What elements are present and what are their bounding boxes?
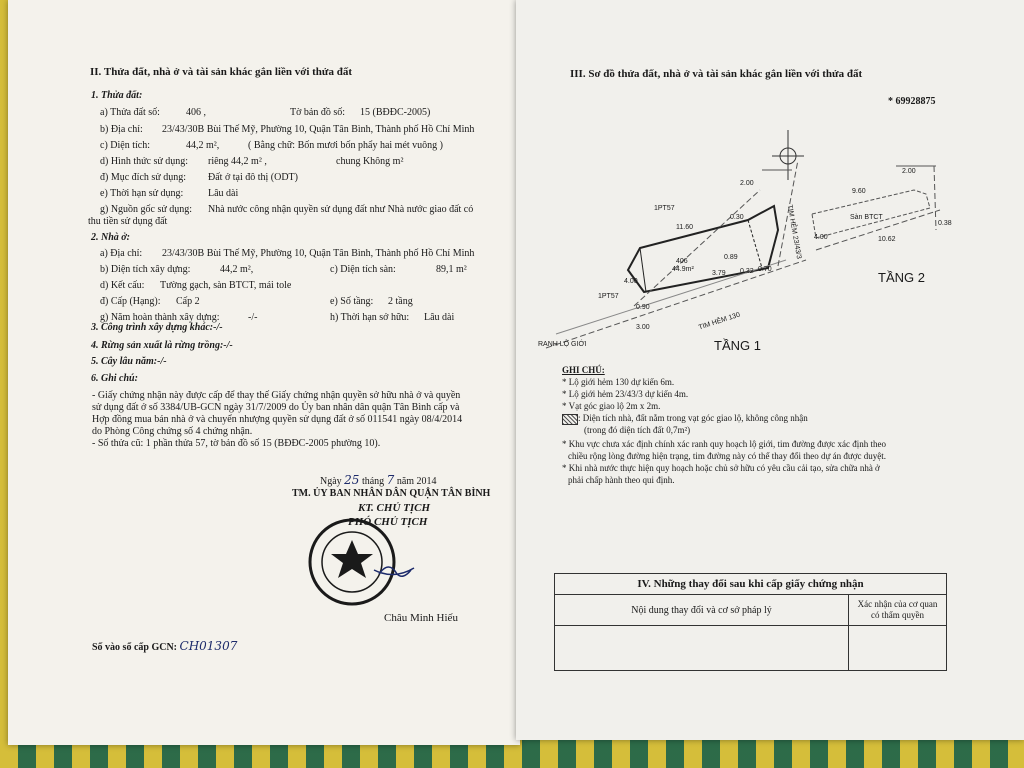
- date-day: 25: [344, 473, 360, 487]
- changes-row-empty-authority: [849, 626, 947, 671]
- land-heading: 1. Thửa đất:: [91, 90, 143, 101]
- land-area-words: ( Bằng chữ: Bốn mươi bốn phẩy hai mét vuông ): [248, 140, 443, 151]
- parcel-floor1: [628, 206, 778, 292]
- usage-term-label: e) Thời hạn sử dụng:: [100, 188, 184, 199]
- map-sheet-value: 15 (BĐĐC-2005): [360, 107, 431, 118]
- land-address-label: b) Địa chỉ:: [100, 124, 143, 135]
- map-sheet-label: Tờ bản đồ số:: [290, 107, 346, 118]
- changes-row-empty-content: [555, 626, 849, 671]
- registration-value: CH01307: [179, 639, 238, 653]
- certificate-page-right: [516, 0, 1024, 740]
- label-1pt57-bottom: 1PT57: [598, 293, 619, 300]
- note-line-3: Hợp đồng mua bán nhà ở và chuyển nhượng quyền sử dụng đất ở số 011541 ngày 08/4/2014: [92, 414, 463, 425]
- usage-private-value: riêng 44,2 m² ,: [208, 156, 267, 167]
- note-r6a: * Khi nhà nước thực hiện quy hoạch hoặc chủ sở hữu có yêu cầu cải tạo, sửa chữa nhà ở: [562, 463, 880, 473]
- authority-line: TM. ỦY BAN NHÂN DÂN QUẬN TÂN BÌNH: [292, 488, 491, 499]
- section-2-title: II. Thửa đất, nhà ở và tài sản khác gắn liền với thửa đất: [90, 66, 353, 78]
- label-concrete-floor: Sàn BTCT: [850, 214, 883, 221]
- label-1pt57-top: 1PT57: [654, 205, 675, 212]
- notes-title: GHI CHÚ:: [562, 365, 605, 375]
- parcel-diagram: [516, 120, 1024, 360]
- house-grade-value: Cấp 2: [176, 296, 200, 307]
- north-marker-icon: [772, 130, 804, 180]
- dim-090: 0.90: [636, 304, 650, 311]
- label-parcel-number: 406: [676, 258, 688, 265]
- house-address-label: a) Địa chỉ:: [100, 248, 143, 259]
- registration-number: [92, 640, 237, 654]
- changes-col-authority-l2: có thẩm quyền: [871, 610, 924, 620]
- dim-038: 0.38: [938, 220, 952, 227]
- date-year: năm 2014: [396, 476, 437, 487]
- house-address-value: 23/43/30B Bùi Thế Mỹ, Phường 10, Quận Tân Bình, Thành phố Hồ Chí Minh: [162, 248, 475, 259]
- dim-960: 9.60: [852, 188, 866, 195]
- note-r1: * Lộ giới hẻm 130 dự kiến 6m.: [562, 377, 675, 387]
- house-year-label: g) Năm hoàn thành xây dựng:: [100, 312, 220, 323]
- note-r4a: : Diện tích nhà, đất nằm trong vạt góc giao lộ, không công nhận: [578, 413, 808, 423]
- house-term-value: Lâu dài: [424, 312, 455, 323]
- registration-label: Số vào sổ cấp GCN:: [92, 642, 178, 653]
- house-heading: 2. Nhà ở:: [91, 232, 130, 243]
- dim-089: 0.89: [724, 254, 738, 261]
- dim-400b: 4.00: [814, 234, 828, 241]
- usage-origin-label: g) Nguồn gốc sử dụng:: [100, 204, 193, 215]
- house-term-label: h) Thời hạn sở hữu:: [330, 312, 410, 323]
- section-other-works: 3. Công trình xây dựng khác:-/-: [91, 322, 223, 333]
- section-perennial: 5. Cây lâu năm:-/-: [91, 356, 167, 367]
- usage-shared-value: chung Không m²: [336, 156, 404, 167]
- section-forest: 4. Rừng sản xuất là rừng trồng:-/-: [91, 340, 233, 351]
- dim-030: 0.30: [730, 214, 744, 221]
- changes-col-authority-l1: Xác nhận của cơ quan: [857, 599, 938, 609]
- house-floors-value: 2 tầng: [388, 296, 413, 307]
- section-notes-heading: 6. Ghi chú:: [91, 373, 138, 384]
- floor-2-label: TẦNG 2: [878, 270, 925, 285]
- house-grade-label: đ) Cấp (Hạng):: [100, 296, 161, 307]
- land-area-value: 44,2 m²,: [186, 140, 220, 151]
- official-seal-icon: [304, 512, 424, 612]
- issue-date: [320, 474, 437, 488]
- land-address-value: 23/43/30B Bùi Thế Mỹ, Phường 10, Quận Tân Bình, Thành phố Hồ Chí Minh: [162, 124, 475, 135]
- note-line-5: - Số thửa cũ: 1 phần thửa 57, tờ bản đồ số 15 (BĐĐC-2005 phường 10).: [92, 438, 381, 449]
- dim-032: 0.32: [740, 268, 754, 275]
- certificate-code: * 69928875: [888, 96, 936, 107]
- house-build-area-value: 44,2 m²,: [220, 264, 254, 275]
- dim-070: 0.70: [758, 266, 772, 273]
- usage-origin-value: Nhà nước công nhận quyền sử dụng đất như Nhà nước giao đất có: [208, 204, 474, 215]
- authority-kt: KT. CHỦ TỊCH: [358, 502, 431, 514]
- note-r5b: chiều rộng lòng đường hiện trạng, tim đường này có thể thay đổi theo dự án được duyệt.: [568, 451, 886, 461]
- note-r6b: phải chấp hành theo qui định.: [568, 475, 675, 485]
- usage-form-label: d) Hình thức sử dụng:: [100, 156, 189, 167]
- house-floor-area-label: c) Diện tích sàn:: [330, 264, 396, 275]
- house-floors-label: e) Số tầng:: [330, 296, 374, 307]
- dim-1160: 11.60: [676, 224, 693, 231]
- label-parcel-area: 44.9m²: [672, 266, 694, 273]
- certificate-page-left: [8, 0, 520, 745]
- dim-1062: 10.62: [878, 236, 896, 243]
- changes-table-title: IV. Những thay đổi sau khi cấp giấy chứng nhận: [555, 574, 947, 595]
- note-r3: * Vạt góc giao lộ 2m x 2m.: [562, 401, 661, 411]
- note-line-4: do Phòng Công chứng số 4 chứng nhận.: [92, 426, 253, 437]
- house-floor-area-value: 89,1 m²: [436, 264, 467, 275]
- date-month: 7: [386, 473, 395, 487]
- changes-col-content: Nội dung thay đổi và cơ sở pháp lý: [555, 595, 849, 626]
- usage-purpose-value: Đất ở tại đô thị (ODT): [208, 172, 298, 183]
- land-number-value: 406 ,: [186, 107, 206, 118]
- floor-1-label: TẦNG 1: [714, 338, 761, 353]
- usage-term-value: Lâu dài: [208, 188, 239, 199]
- label-alley-23433: TIM HẺM 23/43/3: [785, 204, 803, 260]
- dim-200b: 2.00: [902, 168, 916, 175]
- dim-400a: 4.00: [624, 278, 638, 285]
- note-r4b: (trong đó diện tích đất 0,7m²): [584, 425, 691, 435]
- signer-name: Châu Minh Hiếu: [384, 612, 458, 624]
- section-3-title: III. Sơ đồ thửa đất, nhà ở và tài sản khác gắn liền với thửa đất: [570, 68, 863, 80]
- house-structure-label: d) Kết cấu:: [100, 280, 145, 291]
- usage-origin-value-cont: thu tiền sử dụng đất: [88, 216, 168, 227]
- note-line-1: - Giấy chứng nhận này được cấp để thay thế Giấy chứng nhận quyền sở hữu nhà ở và quyền: [92, 390, 461, 401]
- hatch-legend-icon: [562, 414, 578, 425]
- note-line-2: sử dụng đất ở số 3384/UB-GCN ngày 31/7/2009 do Ủy ban nhân dân quận Tân Bình cấp và: [92, 402, 460, 413]
- label-setback-line: RANH LỘ GIỚI: [538, 341, 587, 348]
- authority-deputy: PHÓ CHỦ TỊCH: [348, 516, 428, 528]
- dim-300: 3.00: [636, 324, 650, 331]
- changes-col-authority: [849, 595, 947, 626]
- house-year-value: -/-: [248, 312, 258, 323]
- land-number-label: a) Thửa đất số:: [100, 107, 160, 118]
- house-structure-value: Tường gạch, sàn BTCT, mái tole: [160, 280, 292, 291]
- date-month-label: tháng: [361, 476, 385, 487]
- dim-379: 3.79: [712, 270, 726, 277]
- note-r5a: * Khu vực chưa xác định chính xác ranh quy hoạch lộ giới, tim đường được xác định theo: [562, 439, 886, 449]
- changes-table: [554, 573, 947, 671]
- house-build-area-label: b) Diện tích xây dựng:: [100, 264, 191, 275]
- note-r2: * Lộ giới hẻm 23/43/3 dự kiến 4m.: [562, 389, 689, 399]
- land-area-label: c) Diện tích:: [100, 140, 150, 151]
- dim-200a: 2.00: [740, 180, 754, 187]
- usage-purpose-label: đ) Mục đích sử dụng:: [100, 172, 186, 183]
- label-alley-130: TIM HẺM 130: [697, 311, 742, 332]
- date-prefix: Ngày: [320, 476, 342, 487]
